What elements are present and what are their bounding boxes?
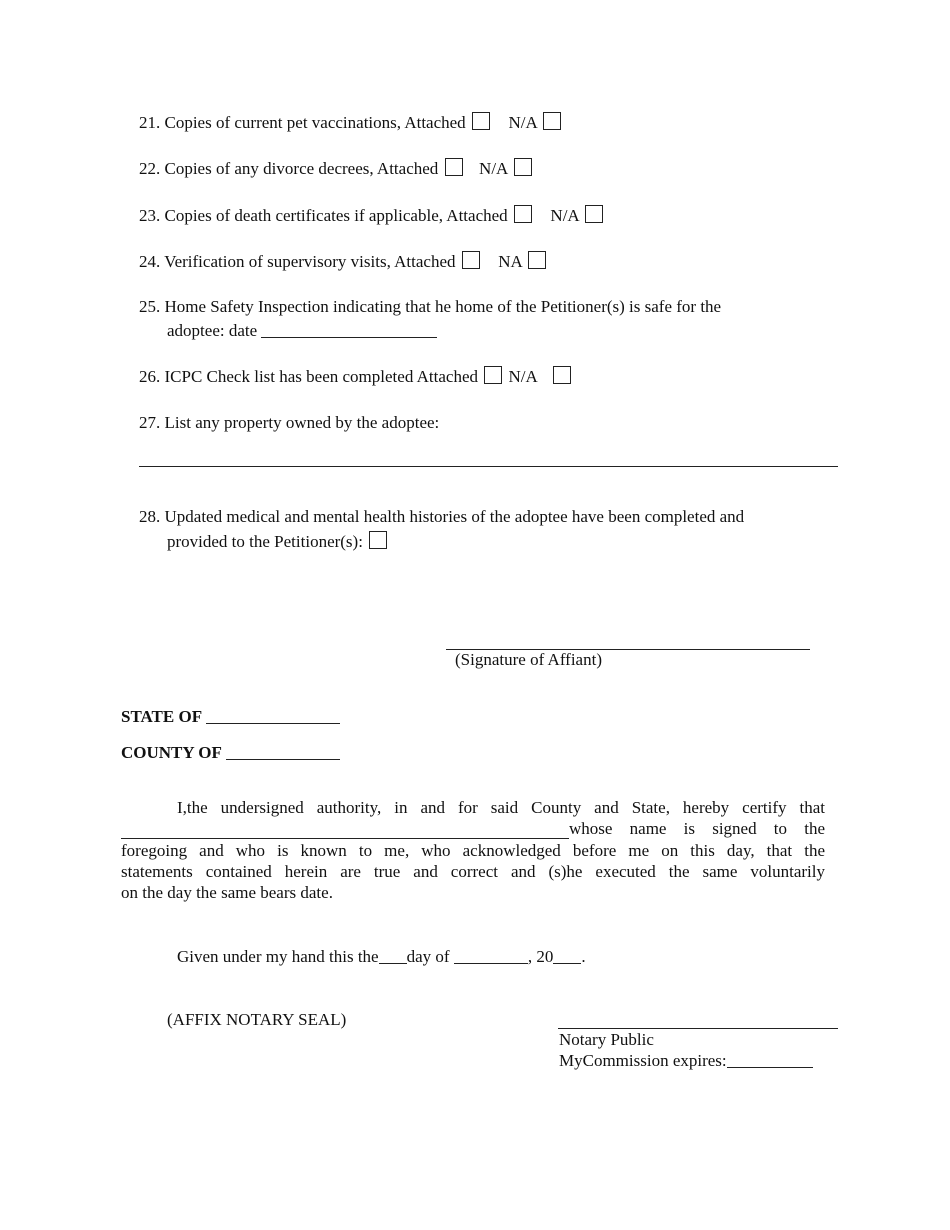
signature-label: (Signature of Affiant): [455, 650, 602, 669]
na-checkbox[interactable]: [585, 205, 603, 223]
cert-line-2: [121, 819, 825, 839]
day-label: day of: [406, 947, 450, 966]
item-text-line1: Updated medical and mental health histories of the adoptee have been completed and: [164, 507, 745, 526]
item-24: [139, 251, 548, 272]
year-blank[interactable]: [553, 946, 581, 964]
na-label: N/A: [508, 367, 537, 386]
item-number: 27.: [139, 413, 161, 432]
given-line: [177, 946, 586, 967]
item-23: [139, 205, 605, 226]
item-text-line2: provided to the Petitioner(s):: [167, 532, 363, 551]
na-checkbox[interactable]: [528, 251, 546, 269]
histories-checkbox[interactable]: [369, 531, 387, 549]
cert-line-4: statements contained herein are true and correct and (s)he executed the same voluntarily: [121, 862, 825, 881]
item-number: 28.: [139, 507, 161, 526]
item-25: [139, 297, 721, 317]
month-blank[interactable]: [454, 946, 528, 964]
item-number: 23.: [139, 206, 161, 225]
date-blank[interactable]: [261, 320, 437, 338]
county-blank[interactable]: [226, 742, 340, 760]
state-label: STATE OF: [121, 707, 202, 726]
item-28-line2: [167, 531, 389, 552]
county-of: [121, 742, 340, 763]
item-text: Copies of current pet vaccinations, Attached: [164, 113, 466, 132]
given-prefix: Given under my hand this the: [177, 947, 379, 966]
name-blank[interactable]: [121, 821, 569, 839]
commission-blank[interactable]: [727, 1050, 813, 1068]
cert-line-2-tail: whose name is signed to the: [569, 819, 825, 838]
na-label: N/A: [508, 113, 537, 132]
item-text: Copies of any divorce decrees, Attached: [164, 159, 439, 178]
item-21: [139, 112, 563, 133]
na-label: N/A: [550, 206, 579, 225]
commission-line: [559, 1050, 813, 1071]
item-text-line1: Home Safety Inspection indicating that he home of the Petitioner(s) is safe for the: [164, 297, 722, 316]
na-label: N/A: [479, 159, 508, 178]
comma: ,: [527, 947, 533, 966]
notary-seal-label: (AFFIX NOTARY SEAL): [167, 1010, 347, 1029]
county-label: COUNTY OF: [121, 743, 222, 762]
item-25-line2: [167, 320, 437, 341]
item-27: [139, 413, 439, 433]
item-text: List any property owned by the adoptee:: [164, 413, 440, 432]
item-26: [139, 366, 573, 387]
attached-checkbox[interactable]: [514, 205, 532, 223]
cert-line-5: on the day the same bears date.: [121, 883, 333, 902]
attached-checkbox[interactable]: [484, 366, 502, 384]
na-checkbox[interactable]: [543, 112, 561, 130]
period: .: [581, 947, 586, 966]
item-text: Verification of supervisory visits, Attached: [164, 252, 456, 271]
notary-signature-line[interactable]: [558, 1028, 838, 1029]
attached-checkbox[interactable]: [445, 158, 463, 176]
commission-label: MyCommission expires:: [559, 1051, 727, 1070]
notary-public-label: Notary Public: [559, 1030, 654, 1049]
state-of: [121, 706, 340, 727]
attached-checkbox[interactable]: [462, 251, 480, 269]
item-text: ICPC Check list has been completed Attached: [164, 367, 478, 386]
item-number: 25.: [139, 297, 161, 316]
year-prefix: 20: [536, 947, 554, 966]
day-blank[interactable]: [379, 946, 407, 964]
item-text: Copies of death certificates if applicable, Attached: [164, 206, 508, 225]
item-22: [139, 158, 534, 179]
cert-line-1: I,the undersigned authority, in and for said County and State, hereby certify that: [177, 798, 825, 817]
na-checkbox[interactable]: [553, 366, 571, 384]
attached-checkbox[interactable]: [472, 112, 490, 130]
cert-line-3: foregoing and who is known to me, who acknowledged before me on this day, that the: [121, 841, 825, 860]
item-number: 24.: [139, 252, 161, 271]
property-line[interactable]: [139, 466, 838, 467]
item-text-line2: adoptee: date: [167, 321, 258, 340]
na-checkbox[interactable]: [514, 158, 532, 176]
item-number: 21.: [139, 113, 161, 132]
state-blank[interactable]: [206, 706, 340, 724]
item-28: [139, 507, 744, 527]
item-number: 26.: [139, 367, 161, 386]
na-label: NA: [498, 252, 522, 271]
item-number: 22.: [139, 159, 161, 178]
